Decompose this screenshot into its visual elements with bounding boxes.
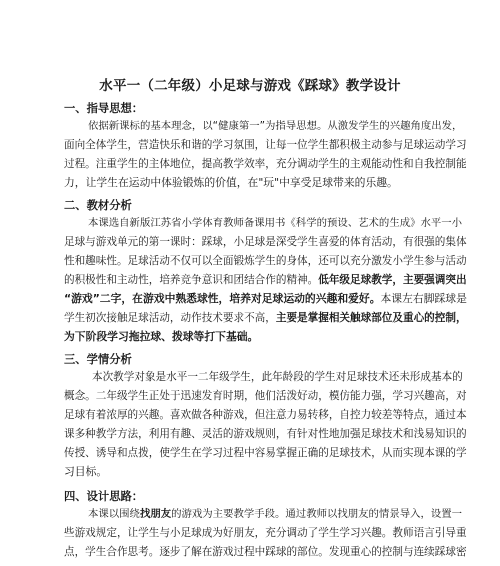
body-text: 学生初次接触足球活动，动作技术要求不高，	[64, 312, 276, 324]
emphasis-text: 为下阶段学习拖拉球、拨球等打下基础。	[64, 330, 259, 343]
paragraph-line	[88, 507, 462, 521]
paragraph-line	[64, 330, 258, 344]
section-heading-material-analysis: 二、教材分析	[64, 199, 132, 212]
section-heading-student-analysis: 三、学情分析	[64, 353, 132, 366]
body-text: 力，让学生在运动中体验锻炼的价值，在"玩"中享受足球带来的乐趣。	[64, 176, 398, 189]
body-text: 传授、诱导和点拨，使学生在学习过程中容易掌握正确的足球技术，从而实现本课的学	[64, 447, 467, 459]
paragraph-line	[64, 292, 467, 306]
paragraph-line	[64, 465, 107, 479]
body-text: 本课选自新版江苏省小学体育教师备课用书《科学的预设、艺术的生成》水平一小	[88, 217, 463, 229]
body-text: 足球有着浓厚的兴趣。喜欢做各种游戏，但注意力易转移，自控力较差等特点，通过本	[64, 409, 467, 421]
body-text: 本课左右脚踩球是	[380, 292, 467, 305]
body-text: 面向全体学生，营造快乐和谐的学习氛围，让每一位学生都积极主动参与足球运动学习	[64, 139, 467, 151]
emphasis-text: 低年级足球教学，主要强调突出	[318, 274, 467, 286]
body-text: 些游戏规定，让学生与小足球成为好朋友，充分调动了学生学习兴趣。教师语言引导重	[64, 527, 467, 539]
body-text: 课多种教学方法，利用有趣、灵活的游戏规则，有针对性地加强足球技术和浅易知识的	[64, 428, 467, 440]
body-text: 依据新课标的基本理念，以“健康第一”为指导思想。从激发学生的兴趣角度出发，	[88, 120, 463, 132]
paragraph-line	[64, 446, 467, 460]
paragraph-line	[64, 408, 467, 422]
body-text: 习目标。	[64, 465, 108, 478]
body-text: 足球与游戏单元的第一课时：踩球，小足球是深受学生喜爱的体育活动，有很强的集体	[64, 236, 467, 248]
body-text: 点，学生合作思考。逐步了解在游戏过程中踩球的部位。发现重心的控制与连续踩球密	[64, 546, 467, 558]
emphasis-text: “游戏”二字，在游戏中熟悉球性，培养对足球运动的兴趣和爱好。	[64, 292, 381, 305]
paragraph-line	[92, 370, 463, 384]
paragraph-line	[64, 389, 467, 403]
paragraph-line	[88, 216, 462, 230]
body-text: 过程。注重学生的主体地位，提高教学效率，充分调动学生的主观能动性和自我控制能	[64, 158, 467, 170]
emphasis-text: 主要是掌握相关触球部位及重心的控制，	[275, 312, 467, 324]
section-heading-design-ideas: 四、设计思路：	[64, 490, 144, 503]
paragraph-line	[64, 311, 467, 325]
body-text: 的游戏为主要教学手段。通过教师以找朋友的情景导入，设置一	[171, 508, 463, 520]
body-text: 性和趣味性。足球活动不仅可以全面锻炼学生的身体，还可以充分激发小学生参与活动	[64, 255, 467, 267]
paragraph-line	[64, 235, 467, 249]
paragraph-line	[64, 545, 467, 559]
section-heading-guiding-ideology: 一、指导思想：	[64, 102, 144, 115]
document-title: 水平一（二年级）小足球与游戏《踩球》教学设计	[99, 78, 401, 94]
body-text: 本次教学对象是水平一二年级学生，此年龄段的学生对足球技术还未形成基本的	[92, 371, 463, 383]
body-text: 概念。二年级学生正处于迅速发育时期，他们活泼好动，模仿能力强，学习兴趣高，对	[64, 390, 467, 402]
paragraph-line	[64, 254, 467, 268]
body-text: 本课以围绕	[88, 508, 140, 520]
paragraph-line	[88, 119, 462, 133]
paragraph-line	[64, 176, 398, 190]
paragraph-line	[64, 526, 467, 540]
paragraph-line	[64, 273, 467, 287]
emphasis-text: 找朋友	[139, 508, 172, 520]
paragraph-line	[64, 157, 467, 171]
body-text: 的积极性和主动性，培养竞争意识和团结合作的精神。	[64, 274, 319, 286]
paragraph-line	[64, 138, 467, 152]
paragraph-line	[64, 427, 467, 441]
